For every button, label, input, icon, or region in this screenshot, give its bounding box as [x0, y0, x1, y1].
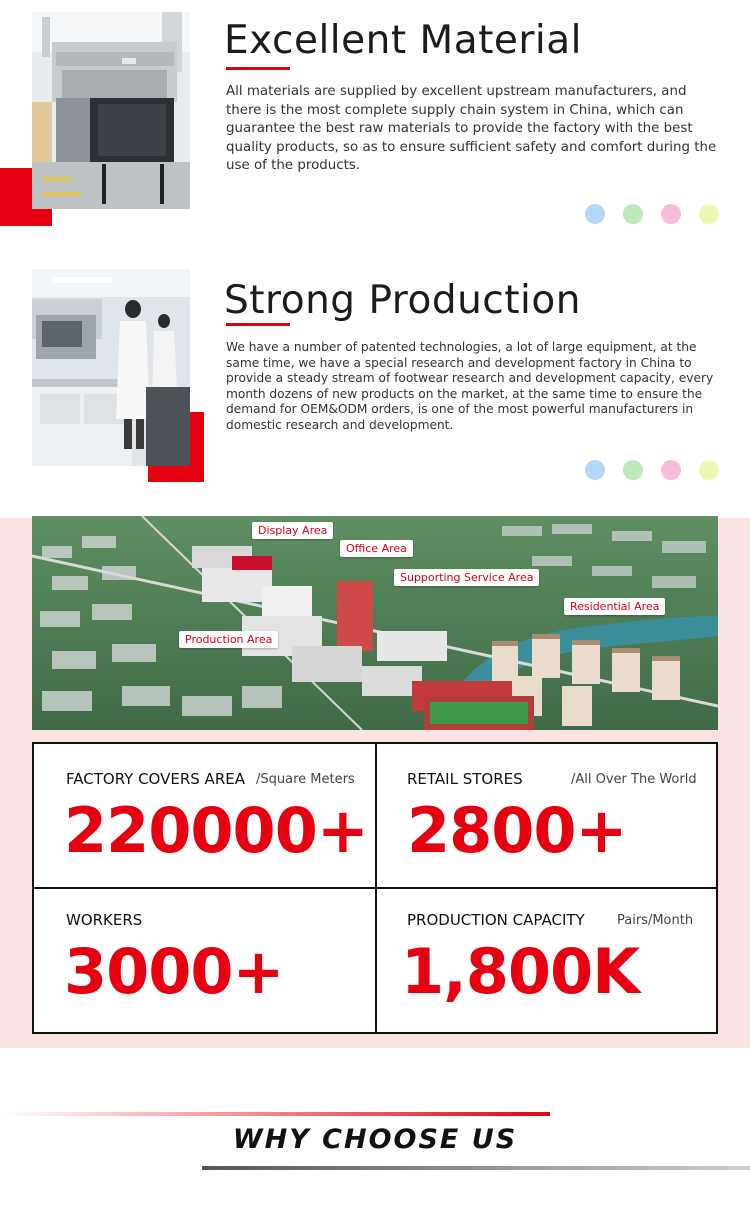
stat-value: 3000+ [64, 935, 284, 1008]
section-text: We have a number of patented technologies, a lot of large equipment, at the same time, we have a special research and development factory in China to provide a steady stream of footwear research and development capacity, every month dozens of new products on the market, at the same time to ensure the demand for OEM&ODM orders, is one of the most powerful manufacturers in domestic research and development. [226, 340, 714, 432]
map-label-display-area: Display Area [252, 522, 333, 539]
dot-blue [585, 204, 605, 224]
factory-aerial-map [32, 516, 718, 730]
stat-title: PRODUCTION CAPACITY [407, 911, 585, 929]
color-dots [585, 460, 719, 480]
why-accent-line-dark [202, 1166, 750, 1170]
dot-green [623, 460, 643, 480]
title-underline [226, 323, 290, 326]
stat-unit: /All Over The World [571, 772, 697, 787]
section-title: Strong Production [224, 278, 581, 323]
laboratory-photo [32, 269, 190, 466]
map-label-office-area: Office Area [340, 540, 413, 557]
dot-green [623, 204, 643, 224]
stat-value: 220000+ [64, 794, 368, 867]
color-dots [585, 204, 719, 224]
map-label-supporting-service-area: Supporting Service Area [394, 569, 539, 586]
stat-value: 2800+ [407, 794, 627, 867]
section-title: Excellent Material [224, 18, 582, 63]
stat-workers [34, 889, 375, 1032]
stat-retail-stores [377, 744, 718, 887]
stat-title: WORKERS [66, 911, 143, 929]
stat-title: FACTORY COVERS AREA [66, 770, 245, 788]
stat-unit: /Square Meters [256, 772, 355, 787]
stat-value: 1,800K [401, 935, 640, 1008]
map-label-production-area: Production Area [179, 631, 278, 648]
dot-pink [661, 204, 681, 224]
printing-machine-photo [32, 12, 190, 209]
stat-title: RETAIL STORES [407, 770, 523, 788]
stat-unit: Pairs/Month [617, 913, 694, 928]
map-label-residential-area: Residential Area [564, 598, 665, 615]
dot-pink [661, 460, 681, 480]
why-accent-line-red [0, 1112, 550, 1116]
section-text: All materials are supplied by excellent upstream manufacturers, and there is the most complete supply chain system in China, which can guarantee the best raw materials to provide the factory with the best quality products, so as to ensure sufficient safety and comfort during the use of the products. [226, 84, 717, 174]
stat-production-capacity [377, 889, 718, 1032]
dot-blue [585, 460, 605, 480]
why-choose-us-heading: WHY CHOOSE US [232, 1124, 518, 1155]
dot-yellow [699, 460, 719, 480]
title-underline [226, 67, 290, 70]
stats-grid [32, 742, 718, 1034]
stat-factory-area [34, 744, 375, 887]
dot-yellow [699, 204, 719, 224]
